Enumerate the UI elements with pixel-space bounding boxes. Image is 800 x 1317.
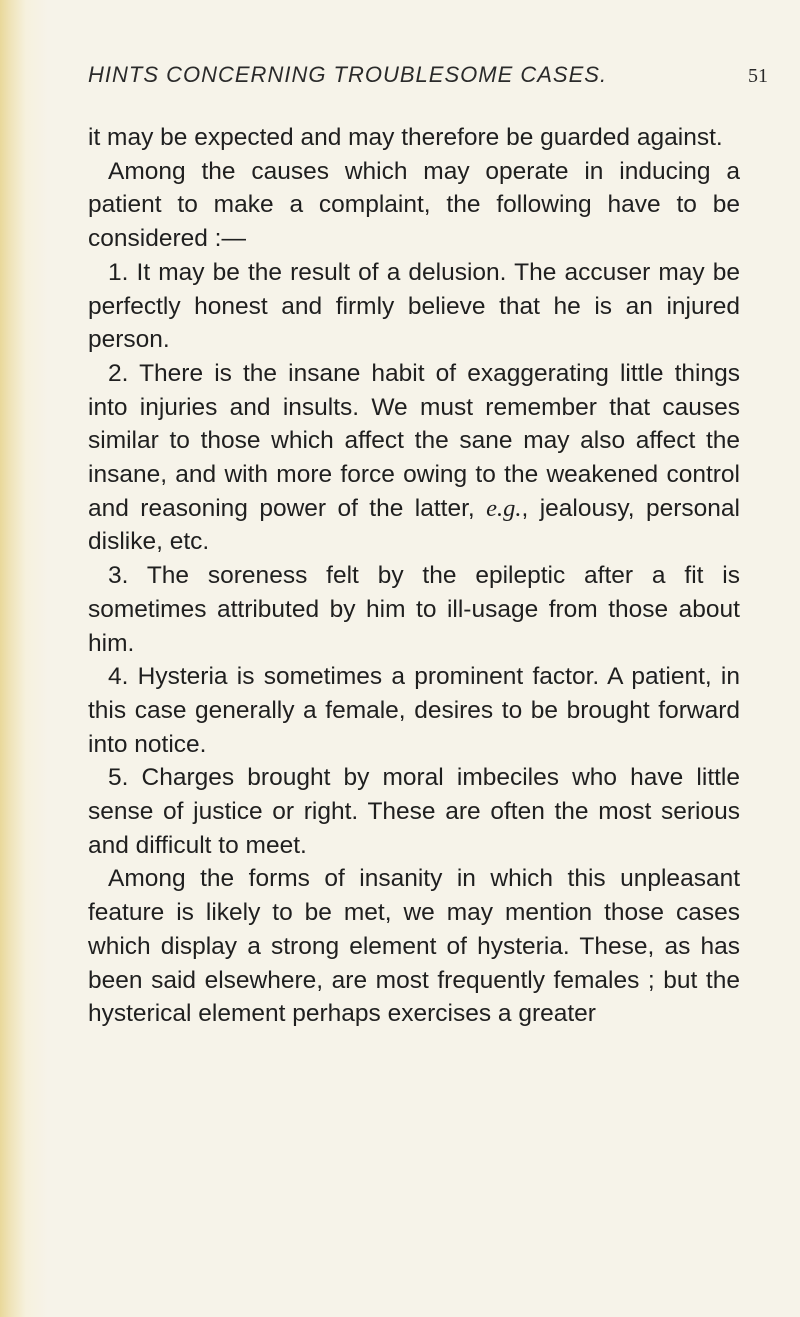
- paragraph-item-2-before: 2. There is the insane habit of exaggerating little things into injuries and insults. We must remember that causes similar to those which affect the sane may also affect the insane, and with more force owing to the weakened control and reasoning power of the latter,: [88, 359, 740, 522]
- paragraph-item-5: 5. Charges brought by moral imbeciles who have little sense of justice or right. These are often the most serious and difficult to meet.: [88, 764, 740, 859]
- paragraph-item-2-em: e.g.: [486, 494, 522, 522]
- running-head: HINTS CONCERNING TROUBLESOME CASES.: [88, 62, 608, 87]
- paragraph-item-3: 3. The soreness felt by the epileptic after a fit is sometimes attributed by him to ill-usage from those about him.: [88, 562, 740, 657]
- paragraph-causes-intro: Among the causes which may operate in inducing a patient to make a complaint, the following have to be considered :—: [88, 157, 740, 253]
- paragraph-item-4: 4. Hysteria is sometimes a prominent factor. A patient, in this case generally a female, desires to be brought forward into notice.: [88, 663, 740, 758]
- paragraph-item-1: 1. It may be the result of a delusion. The accuser may be perfectly honest and firmly believe that he is an injured person.: [88, 258, 740, 354]
- paragraph-item-2-after: , jealousy, personal dislike, etc.: [88, 494, 740, 556]
- body-text: [88, 121, 740, 1031]
- page-number: 51: [748, 65, 768, 87]
- page-header: [88, 62, 768, 88]
- paragraph-item-2: [88, 357, 740, 559]
- paragraph-continuation: it may be expected and may therefore be guarded against.: [88, 124, 723, 151]
- paragraph-forms-of-insanity: Among the forms of insanity in which this unpleasant feature is likely to be met, we may mention those cases which display a strong element of hysteria. These, as has been said elsewhere, are most frequently females ; but the hysterical element perhaps exercises a greater: [88, 865, 740, 1028]
